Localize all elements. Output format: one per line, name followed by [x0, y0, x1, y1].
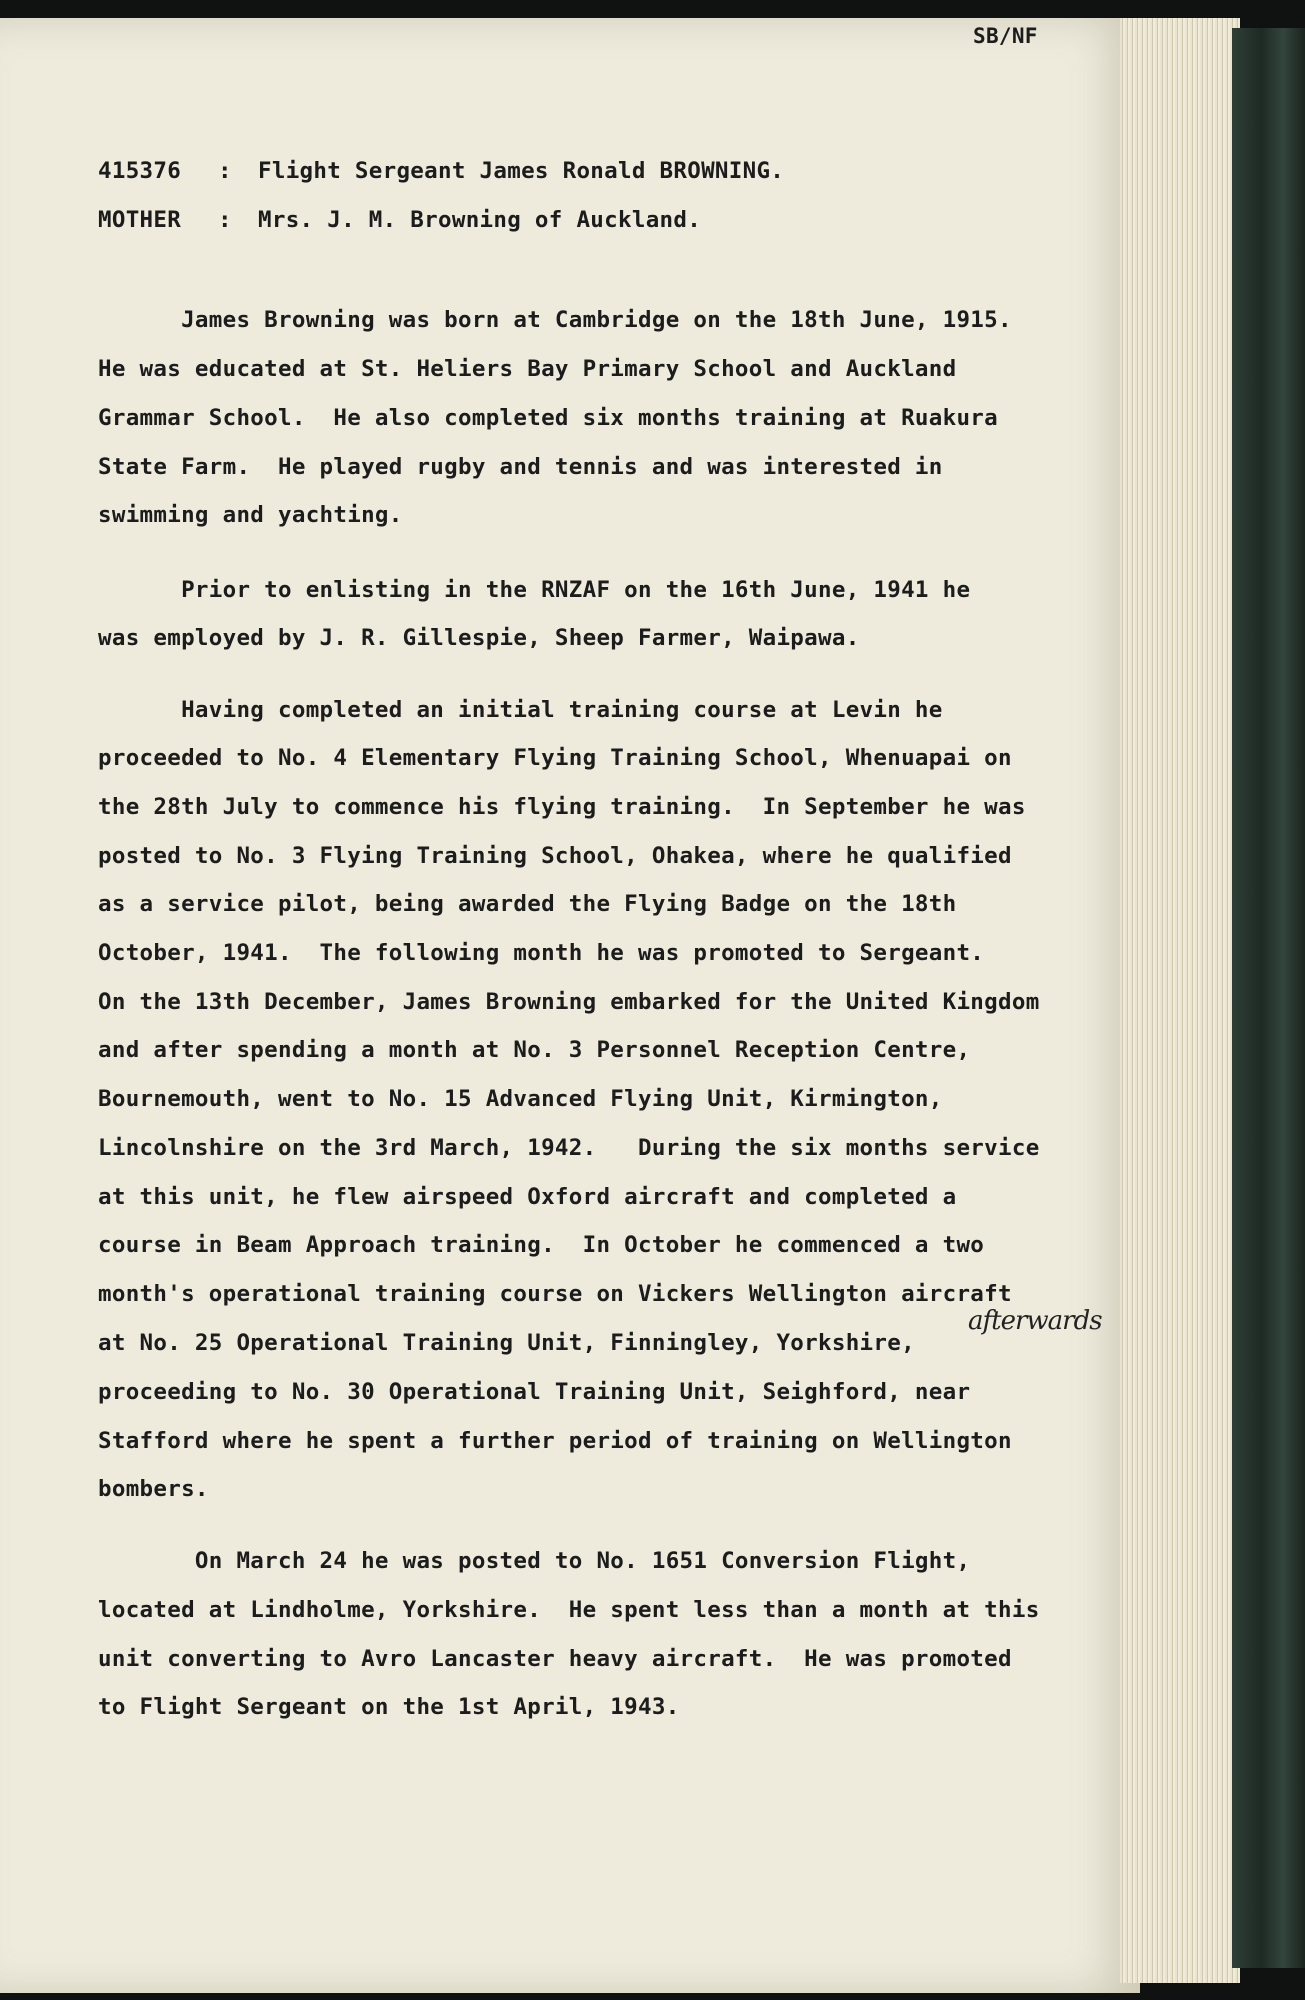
text-line: course in Beam Approach training. In October he commenced a two [98, 1232, 985, 1258]
book-binding [1232, 28, 1305, 1968]
text-line: to Flight Sergeant on the 1st April, 1943. [98, 1694, 680, 1720]
text-line: proceeded to No. 4 Elementary Flying Training School, Whenuapai on [98, 745, 1012, 771]
text-line: located at Lindholme, Yorkshire. He spent less than a month at this [98, 1597, 1040, 1623]
text-line: Bournemouth, went to No. 15 Advanced Flying Unit, Kirmington, [98, 1086, 943, 1112]
header-key: MOTHER [98, 207, 182, 233]
text-line: Having completed an initial training course at Levin he [98, 697, 943, 723]
header-value: Mrs. J. M. Browning of Auckland. [258, 207, 702, 233]
header-row-service-number: 415376 : Flight Sergeant James Ronald BROWNING. [98, 158, 785, 184]
text-line: Lincolnshire on the 3rd March, 1942. During the six months service [98, 1135, 1040, 1161]
text-line: October, 1941. The following month he was promoted to Sergeant. [98, 940, 985, 966]
text-line: at this unit, he flew airspeed Oxford aircraft and completed a [98, 1184, 957, 1210]
text-line: Grammar School. He also completed six months training at Ruakura [98, 405, 998, 431]
text-line: was employed by J. R. Gillespie, Sheep Farmer, Waipawa. [98, 625, 860, 651]
text-line: He was educated at St. Heliers Bay Primary School and Auckland [98, 356, 957, 382]
text-line: swimming and yachting. [98, 502, 403, 528]
header-row-mother: MOTHER : Mrs. J. M. Browning of Auckland. [98, 207, 702, 233]
text-line: unit converting to Avro Lancaster heavy aircraft. He was promoted [98, 1646, 1012, 1672]
text-line: On March 24 he was posted to No. 1651 Conversion Flight, [98, 1548, 971, 1574]
text-line: the 28th July to commence his flying training. In September he was [98, 794, 1026, 820]
text-line: On the 13th December, James Browning embarked for the United Kingdom [98, 989, 1040, 1015]
header-value: Flight Sergeant James Ronald BROWNING. [258, 158, 785, 184]
text-line: Prior to enlisting in the RNZAF on the 16th June, 1941 he [98, 577, 971, 603]
text-line: posted to No. 3 Flying Training School, Ohakea, where he qualified [98, 843, 1012, 869]
reference-code: SB/NF [973, 24, 1038, 48]
text-line: bombers. [98, 1476, 209, 1502]
text-line: proceeding to No. 30 Operational Training Unit, Seighford, near [98, 1379, 971, 1405]
header-key: 415376 [98, 158, 182, 184]
text-line: at No. 25 Operational Training Unit, Finningley, Yorkshire, [98, 1330, 915, 1356]
text-line: James Browning was born at Cambridge on the 18th June, 1915. [98, 307, 1012, 333]
text-line: and after spending a month at No. 3 Personnel Reception Centre, [98, 1037, 971, 1063]
text-line: as a service pilot, being awarded the Flying Badge on the 18th [98, 891, 957, 917]
text-line: month's operational training course on Vickers Wellington aircraft [98, 1281, 1012, 1307]
text-line: Stafford where he spent a further period of training on Wellington [98, 1428, 1012, 1454]
text-line: State Farm. He played rugby and tennis and was interested in [98, 454, 943, 480]
handwritten-annotation: afterwards [968, 1306, 1102, 1336]
